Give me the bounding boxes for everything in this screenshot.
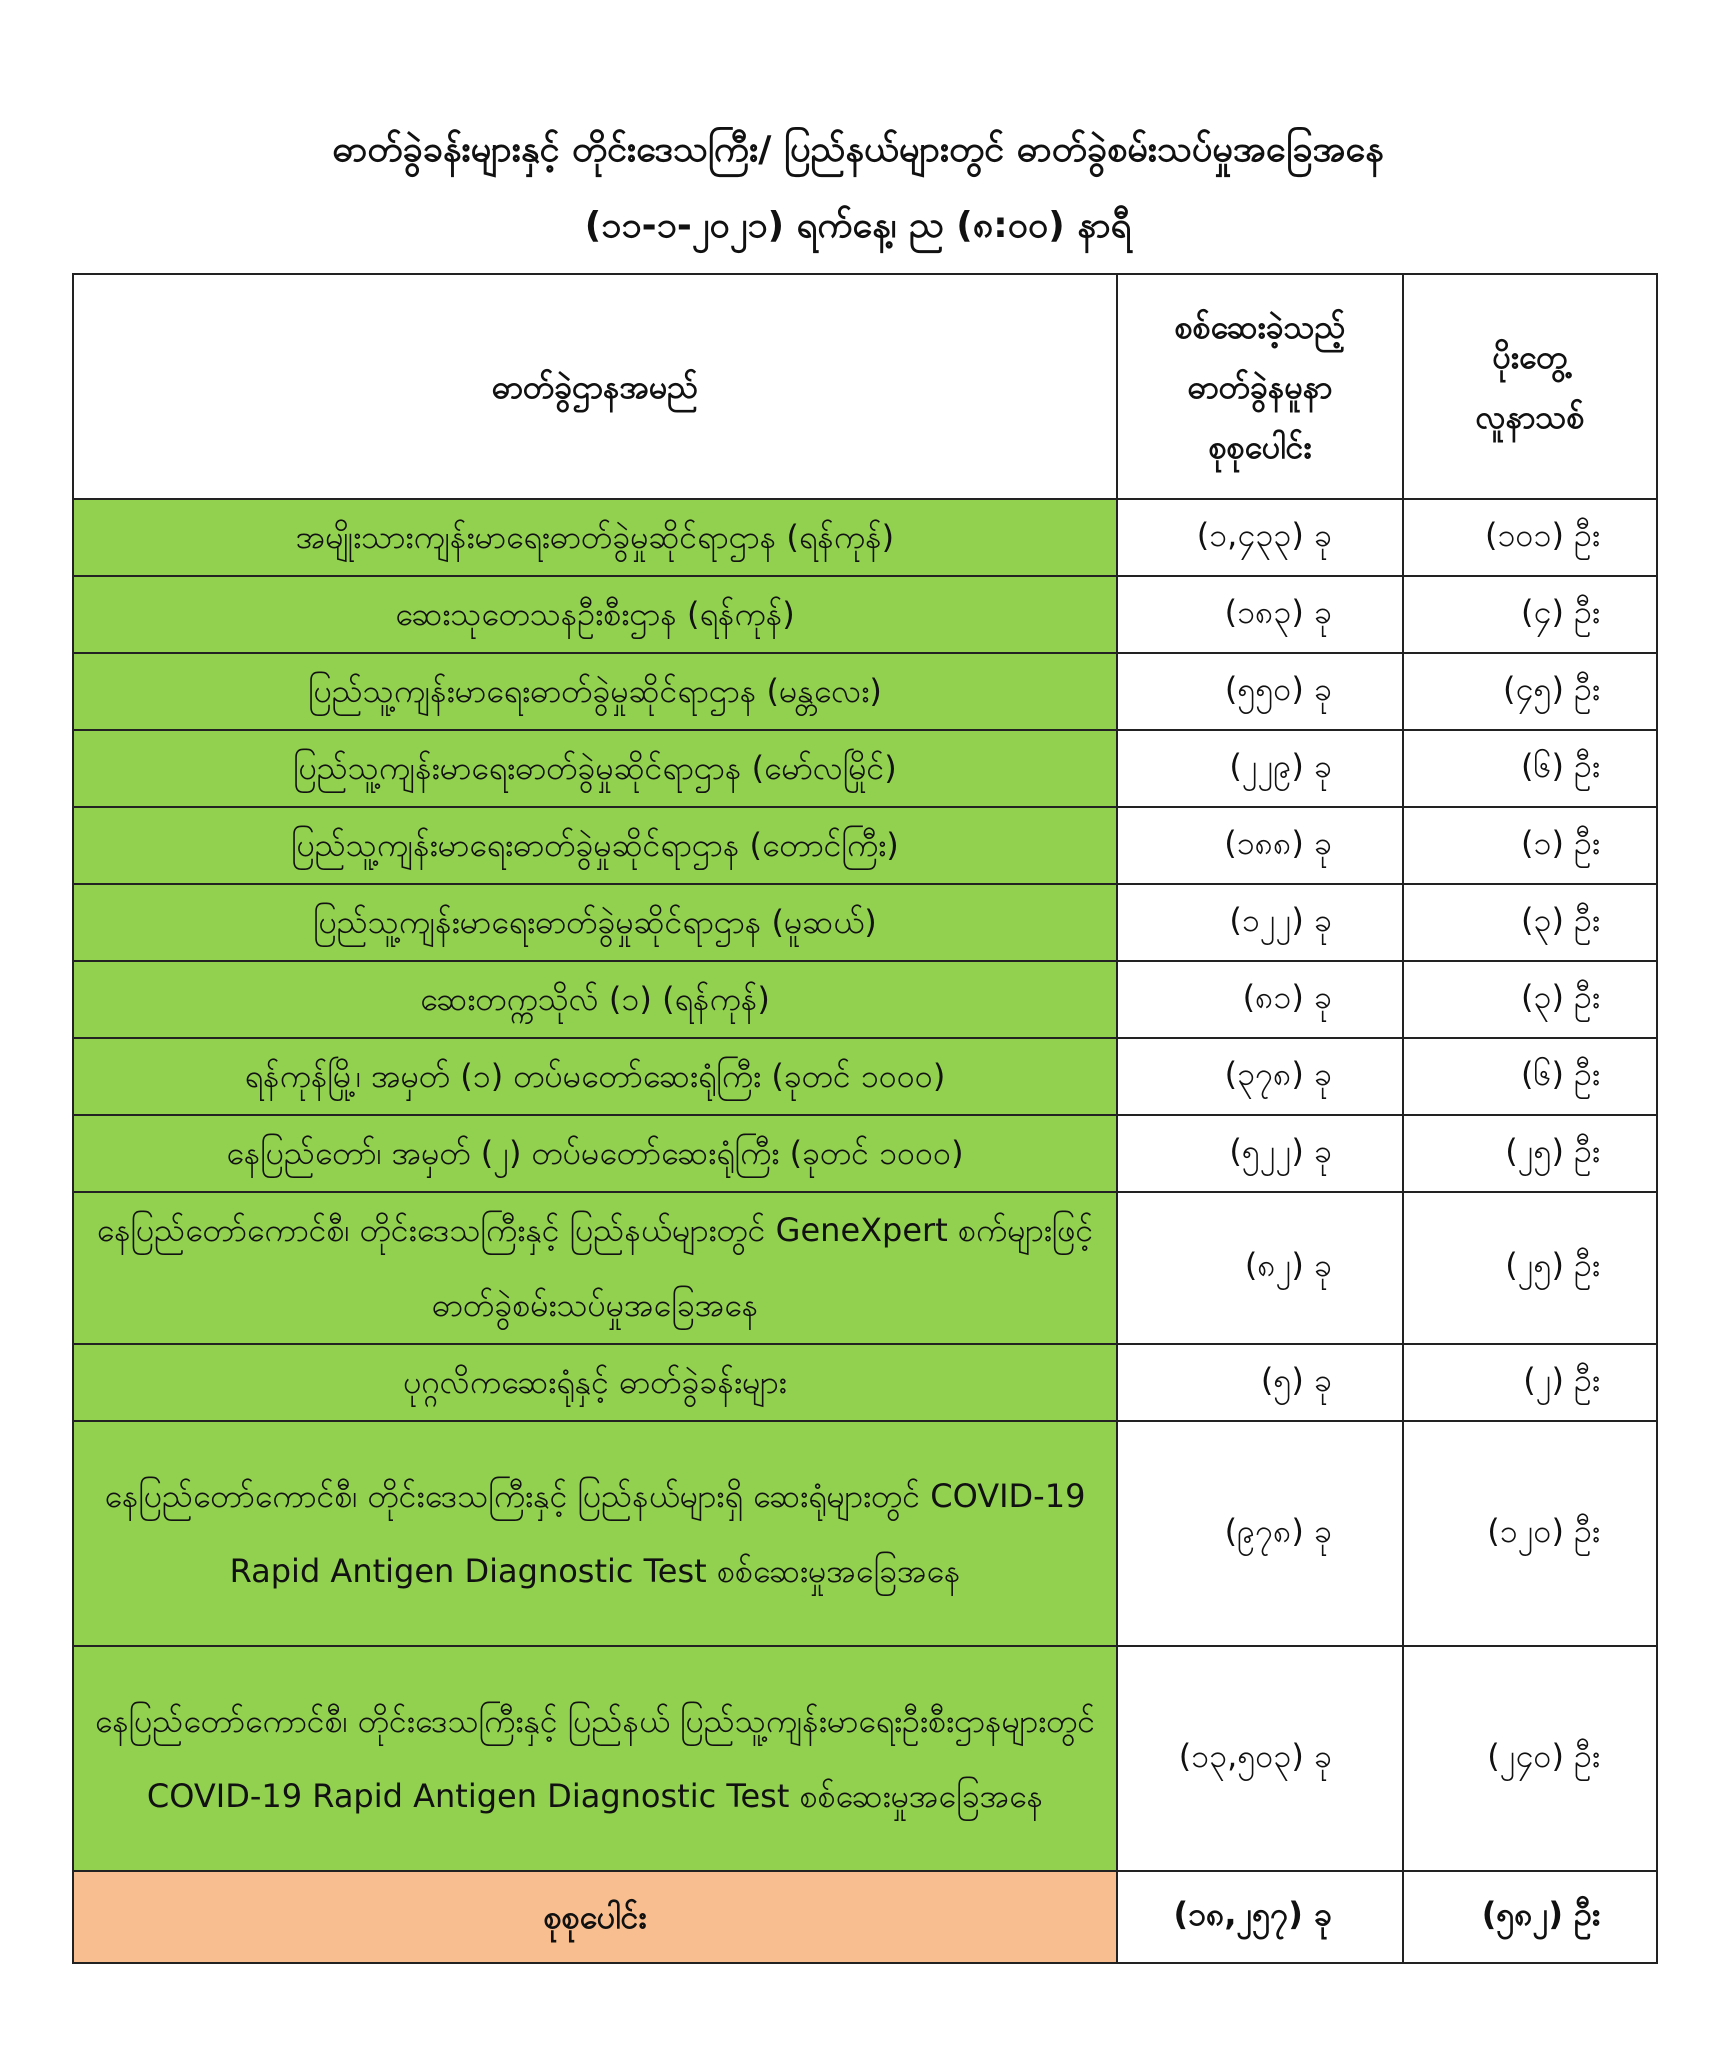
lab-testing-table bbox=[72, 273, 1658, 1964]
new-positive-cell: (၄၅) ဦး bbox=[1403, 653, 1657, 730]
lab-name-cell: နေပြည်တော်ကောင်စီ၊ တိုင်းဒေသကြီးနှင့် ပြည်နယ် ပြည်သူ့ကျန်းမာရေးဦးစီးဌာနများတွင် COVID-19 Rapid Antigen Diagnostic Test စစ်ဆေးမှုအခြေအနေ bbox=[73, 1646, 1117, 1871]
lab-name-cell: အမျိုးသားကျန်းမာရေးဓာတ်ခွဲမှုဆိုင်ရာဌာန (ရန်ကုန်) bbox=[73, 499, 1117, 576]
table-row bbox=[73, 807, 1657, 884]
table-row bbox=[73, 1646, 1657, 1871]
total-row bbox=[73, 1871, 1657, 1963]
lab-name-cell: ပြည်သူ့ကျန်းမာရေးဓာတ်ခွဲမှုဆိုင်ရာဌာန (မော်လမြိုင်) bbox=[73, 730, 1117, 807]
table-row bbox=[73, 884, 1657, 961]
samples-tested-cell: (၅၅၀) ခု bbox=[1117, 653, 1403, 730]
samples-tested-cell: (၂၂၉) ခု bbox=[1117, 730, 1403, 807]
total-tested: (၁၈,၂၅၇) ခု bbox=[1117, 1871, 1403, 1963]
samples-tested-cell: (၁၂၂) ခု bbox=[1117, 884, 1403, 961]
lab-name-cell: နေပြည်တော်ကောင်စီ၊ တိုင်းဒေသကြီးနှင့် ပြည်နယ်များတွင် GeneXpert စက်များဖြင့် ဓာတ်ခွဲစမ်းသပ်မှုအခြေအနေ bbox=[73, 1192, 1117, 1344]
new-positive-cell: (၁၂၀) ဦး bbox=[1403, 1421, 1657, 1646]
total-label: စုစုပေါင်း bbox=[73, 1871, 1117, 1963]
table-row bbox=[73, 653, 1657, 730]
new-positive-cell: (၃) ဦး bbox=[1403, 961, 1657, 1038]
page-subtitle-date: (၁၁-၁-၂၀၂၁) ရက်နေ့၊ ည (၈:၀၀) နာရီ bbox=[584, 205, 1132, 246]
table-row bbox=[73, 499, 1657, 576]
new-positive-cell: (၃) ဦး bbox=[1403, 884, 1657, 961]
samples-tested-cell: (၈၁) ခု bbox=[1117, 961, 1403, 1038]
new-positive-cell: (၆) ဦး bbox=[1403, 1038, 1657, 1115]
samples-tested-cell: (၉၇၈) ခု bbox=[1117, 1421, 1403, 1646]
table-row bbox=[73, 1115, 1657, 1192]
total-positive: (၅၈၂) ဦး bbox=[1403, 1871, 1657, 1963]
header-lab-name: ဓာတ်ခွဲဌာနအမည် bbox=[73, 274, 1117, 499]
table-row bbox=[73, 576, 1657, 653]
lab-name-cell: ရန်ကုန်မြို့၊ အမှတ် (၁) တပ်မတော်ဆေးရုံကြီး (ခုတင် ၁၀၀၀) bbox=[73, 1038, 1117, 1115]
table-row bbox=[73, 961, 1657, 1038]
table-row bbox=[73, 1421, 1657, 1646]
lab-name-cell: ဆေးတက္ကသိုလ် (၁) (ရန်ကုန်) bbox=[73, 961, 1117, 1038]
samples-tested-cell: (၈၂) ခု bbox=[1117, 1192, 1403, 1344]
new-positive-cell: (၂) ဦး bbox=[1403, 1344, 1657, 1421]
samples-tested-cell: (၁,၄၃၃) ခု bbox=[1117, 499, 1403, 576]
table-row bbox=[73, 1344, 1657, 1421]
new-positive-cell: (၂၄၀) ဦး bbox=[1403, 1646, 1657, 1871]
lab-name-cell: ပုဂ္ဂလိကဆေးရုံနှင့် ဓာတ်ခွဲခန်းများ bbox=[73, 1344, 1117, 1421]
new-positive-cell: (၂၅) ဦး bbox=[1403, 1115, 1657, 1192]
samples-tested-cell: (၃၇၈) ခု bbox=[1117, 1038, 1403, 1115]
lab-name-cell: နေပြည်တော်ကောင်စီ၊ တိုင်းဒေသကြီးနှင့် ပြည်နယ်များရှိ ဆေးရုံများတွင် COVID-19 Rapid Antigen Diagnostic Test စစ်ဆေးမှုအခြေအနေ bbox=[73, 1421, 1117, 1646]
lab-name-cell: ပြည်သူ့ကျန်းမာရေးဓာတ်ခွဲမှုဆိုင်ရာဌာန (တောင်ကြီး) bbox=[73, 807, 1117, 884]
samples-tested-cell: (၅၂၂) ခု bbox=[1117, 1115, 1403, 1192]
table-row bbox=[73, 1038, 1657, 1115]
table-row bbox=[73, 1192, 1657, 1344]
samples-tested-cell: (၁၈၈) ခု bbox=[1117, 807, 1403, 884]
new-positive-cell: (၁) ဦး bbox=[1403, 807, 1657, 884]
new-positive-cell: (၂၅) ဦး bbox=[1403, 1192, 1657, 1344]
samples-tested-cell: (၁၈၃) ခု bbox=[1117, 576, 1403, 653]
lab-name-cell: ပြည်သူ့ကျန်းမာရေးဓာတ်ခွဲမှုဆိုင်ရာဌာန (မူဆယ်) bbox=[73, 884, 1117, 961]
new-positive-cell: (၆) ဦး bbox=[1403, 730, 1657, 807]
header-new-positive: ပိုးတွေ့ လူနာသစ် bbox=[1403, 274, 1657, 499]
lab-name-cell: ပြည်သူ့ကျန်းမာရေးဓာတ်ခွဲမှုဆိုင်ရာဌာန (မန္တလေး) bbox=[73, 653, 1117, 730]
new-positive-cell: (၄) ဦး bbox=[1403, 576, 1657, 653]
header-samples-tested: စစ်ဆေးခဲ့သည့် ဓာတ်ခွဲနမူနာ စုစုပေါင်း bbox=[1117, 274, 1403, 499]
new-positive-cell: (၁၀၁) ဦး bbox=[1403, 499, 1657, 576]
lab-name-cell: နေပြည်တော်၊ အမှတ် (၂) တပ်မတော်ဆေးရုံကြီး (ခုတင် ၁၀၀၀) bbox=[73, 1115, 1117, 1192]
samples-tested-cell: (၅) ခု bbox=[1117, 1344, 1403, 1421]
page-title: ဓာတ်ခွဲခန်းများနှင့် တိုင်းဒေသကြီး/ ပြည်နယ်များတွင် ဓာတ်ခွဲစမ်းသပ်မှုအခြေအနေ bbox=[332, 129, 1384, 170]
table-header-row bbox=[73, 274, 1657, 499]
samples-tested-cell: (၁၃,၅၀၃) ခု bbox=[1117, 1646, 1403, 1871]
table-row bbox=[73, 730, 1657, 807]
lab-name-cell: ဆေးသုတေသနဦးစီးဌာန (ရန်ကုန်) bbox=[73, 576, 1117, 653]
